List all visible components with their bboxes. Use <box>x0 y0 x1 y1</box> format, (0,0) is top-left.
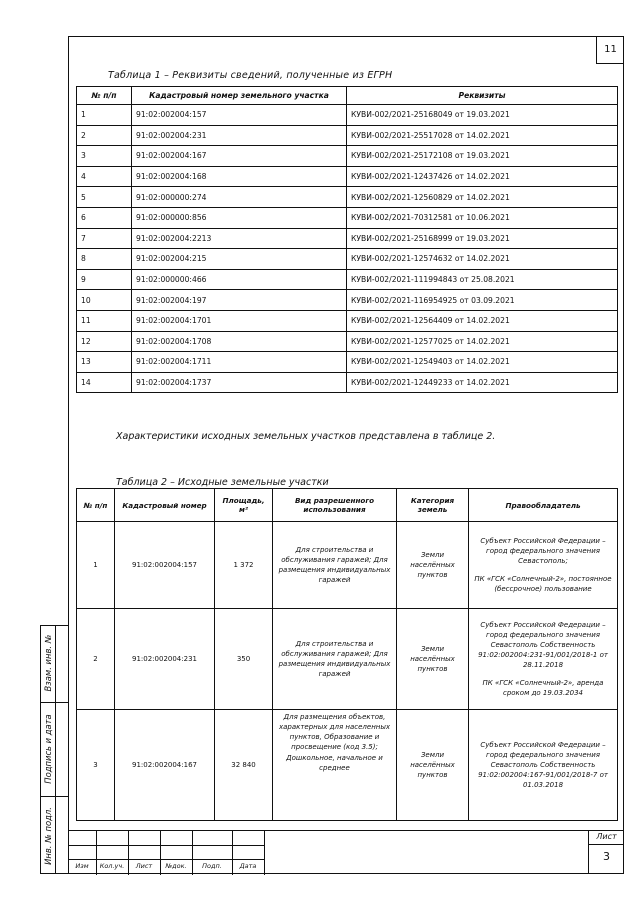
owner-primary: Субъект Российской Федерации – город федерального значения Севастополь; <box>480 536 606 565</box>
cell-num: 10 <box>77 290 132 311</box>
cell-area: 32 840 <box>215 710 273 821</box>
table1-caption: Таблица 1 – Реквизиты сведений, полученные из ЕГРН <box>108 70 393 81</box>
cell-num: 2 <box>77 609 115 710</box>
cell-num: 1 <box>77 522 115 609</box>
cell-req: КУВИ-002/2021-25172108 от 19.03.2021 <box>347 146 618 167</box>
cell-req: КУВИ-002/2021-12574632 от 14.02.2021 <box>347 249 618 270</box>
table1-row <box>77 105 618 126</box>
cell-num: 2 <box>77 125 132 146</box>
table1-row <box>77 125 618 146</box>
table2-header-use: Вид разрешенного использования <box>273 489 397 522</box>
table1-row <box>77 146 618 167</box>
table1-header-cad: Кадастровый номер земельного участка <box>132 87 347 105</box>
cell-area: 350 <box>215 609 273 710</box>
cell-req: КУВИ-002/2021-25168999 от 19.03.2021 <box>347 228 618 249</box>
cell-cad: 91:02:002004:157 <box>115 522 215 609</box>
table2-header-area: Площадь, м² <box>215 489 273 522</box>
cell-req: КУВИ-002/2021-12560829 от 14.02.2021 <box>347 187 618 208</box>
cell-num: 8 <box>77 249 132 270</box>
table1-row <box>77 249 618 270</box>
table2-header-category: Категория земель <box>397 489 469 522</box>
table1-row <box>77 290 618 311</box>
table2-caption: Таблица 2 – Исходные земельные участки <box>116 477 329 488</box>
cell-cad: 91:02:002004:167 <box>132 146 347 167</box>
cell-use: Для строительства и обслуживания гаражей; Для размещения индивидуальных гаражей <box>273 609 397 710</box>
cell-num: 11 <box>77 310 132 331</box>
cell-req: КУВИ-002/2021-12449233 от 14.02.2021 <box>347 372 618 393</box>
table2-header-cad: Кадастровый номер <box>115 489 215 522</box>
cell-req: КУВИ-002/2021-12577025 от 14.02.2021 <box>347 331 618 352</box>
cell-cad: 91:02:002004:157 <box>132 105 347 126</box>
cell-category: Земли населённых пунктов <box>397 609 469 710</box>
stamp-label-sign: Подп. <box>202 862 222 870</box>
cell-num: 5 <box>77 187 132 208</box>
cell-req: КУВИ-002/2021-12564409 от 14.02.2021 <box>347 310 618 331</box>
cell-num: 1 <box>77 105 132 126</box>
sheet-number: 3 <box>603 850 610 863</box>
table1-row <box>77 310 618 331</box>
cell-owner <box>469 609 618 710</box>
cell-req: КУВИ-002/2021-25517028 от 14.02.2021 <box>347 125 618 146</box>
sheet-label: Лист <box>596 832 617 841</box>
owner-secondary: ПК «ГСК «Солнечный-2», постоянное (бессрочное) пользование <box>474 575 612 594</box>
cell-num: 13 <box>77 352 132 373</box>
cell-num: 12 <box>77 331 132 352</box>
stamp-label-change: Изм <box>75 862 89 870</box>
cell-cad: 91:02:002004:1711 <box>132 352 347 373</box>
side-label-inv-orig: Инв. № подл. <box>43 807 53 865</box>
cell-cad: 91:02:000000:274 <box>132 187 347 208</box>
cell-num: 4 <box>77 166 132 187</box>
cell-num: 6 <box>77 207 132 228</box>
table2 <box>76 488 618 821</box>
cell-req: КУВИ-002/2021-111994843 от 25.08.2021 <box>347 269 618 290</box>
table2-row <box>77 710 618 821</box>
table2-header-owner: Правообладатель <box>469 489 618 522</box>
stamp-label-sheet: Лист <box>135 862 153 870</box>
cell-owner <box>469 710 618 821</box>
cell-cad: 91:02:002004:167 <box>115 710 215 821</box>
cell-num: 3 <box>77 146 132 167</box>
table1-row <box>77 166 618 187</box>
owner-primary: Субъект Российской Федерации – город федерального значения Севастополь Собственность 91:02:002004:167-91/001/2018-7 от 01.03.2018 <box>478 740 608 790</box>
cell-num: 9 <box>77 269 132 290</box>
cell-cad: 91:02:002004:231 <box>115 609 215 710</box>
cell-num: 3 <box>77 710 115 821</box>
cell-category: Земли населённых пунктов <box>397 522 469 609</box>
cell-cad: 91:02:002004:168 <box>132 166 347 187</box>
stamp-label-doc: №док. <box>165 862 187 870</box>
cell-req: КУВИ-002/2021-70312581 от 10.06.2021 <box>347 207 618 228</box>
sheet-number-box <box>588 830 624 874</box>
stamp-label-count: Кол.уч. <box>99 862 125 870</box>
cell-cad: 91:02:002004:197 <box>132 290 347 311</box>
table2-row <box>77 609 618 710</box>
owner-secondary: ПК «ГСК «Солнечный-2», аренда сроком до 19.03.2034 <box>482 679 604 698</box>
table1-row <box>77 207 618 228</box>
cell-cad: 91:02:002004:1737 <box>132 372 347 393</box>
table2-row <box>77 522 618 609</box>
cell-cad: 91:02:000000:856 <box>132 207 347 228</box>
side-stamp <box>40 625 68 874</box>
table1-header-req: Реквизиты <box>347 87 618 105</box>
cell-area: 1 372 <box>215 522 273 609</box>
table1 <box>76 86 618 393</box>
table1-row <box>77 228 618 249</box>
cell-cad: 91:02:002004:1701 <box>132 310 347 331</box>
side-label-sign-date: Подпись и дата <box>43 714 53 784</box>
paragraph-text: Характеристики исходных земельных участков представлена в таблице 2. <box>116 431 496 442</box>
stamp-label-date: Дата <box>239 862 257 870</box>
side-label-replace-inv: Взам. инв. № <box>43 634 53 692</box>
table1-row <box>77 331 618 352</box>
cell-cad: 91:02:002004:1708 <box>132 331 347 352</box>
table1-row <box>77 372 618 393</box>
cell-num: 14 <box>77 372 132 393</box>
title-block <box>68 830 624 875</box>
table1-row <box>77 187 618 208</box>
cell-cad: 91:02:002004:215 <box>132 249 347 270</box>
cell-req: КУВИ-002/2021-25168049 от 19.03.2021 <box>347 105 618 126</box>
cell-cad: 91:02:002004:2213 <box>132 228 347 249</box>
cell-num: 7 <box>77 228 132 249</box>
cell-owner <box>469 522 618 609</box>
cell-use: Для размещения объектов, характерных для населенных пунктов, Образование и просвещение (код 3.5); Дошкольное, начальное и среднее <box>273 710 397 821</box>
owner-primary: Субъект Российской Федерации – город федерального значения Севастополь Собственность 91:02:002004:231-91/001/2018-1 от 28.11.2018 <box>478 620 608 670</box>
table1-row <box>77 352 618 373</box>
table1-header-num: № п/п <box>77 87 132 105</box>
table1-row <box>77 269 618 290</box>
cell-cad: 91:02:002004:231 <box>132 125 347 146</box>
cell-cad: 91:02:000000:466 <box>132 269 347 290</box>
cell-req: КУВИ-002/2021-12437426 от 14.02.2021 <box>347 166 618 187</box>
top-sheet-number: 11 <box>596 36 624 64</box>
cell-req: КУВИ-002/2021-12549403 от 14.02.2021 <box>347 352 618 373</box>
cell-req: КУВИ-002/2021-116954925 от 03.09.2021 <box>347 290 618 311</box>
cell-use: Для строительства и обслуживания гаражей; Для размещения индивидуальных гаражей <box>273 522 397 609</box>
table2-header-num: № п/п <box>77 489 115 522</box>
cell-category: Земли населённых пунктов <box>397 710 469 821</box>
